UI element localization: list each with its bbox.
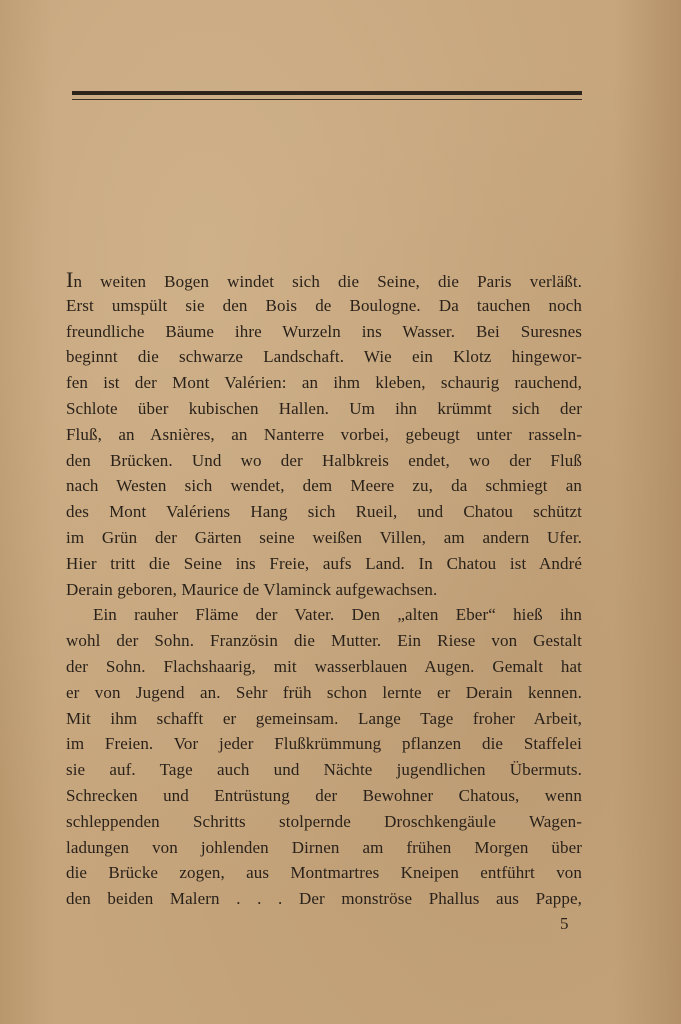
text-line: Fluß, an Asnières, an Nanterre vorbei, gebeugt unter rasseln- [66, 424, 582, 444]
header-rule-thick [72, 91, 582, 95]
text-line: des Mont Valériens Hang sich Rueil, und Chatou schützt [66, 502, 582, 522]
text-line: ladungen von johlenden Dirnen am frühen Morgen über [66, 837, 582, 857]
text-line: den beiden Malern . . . Der monströse Phallus aus Pappe, [66, 889, 582, 909]
text-line: Ein rauher Fläme der Vater. Den „alten Eber“ hieß ihn [93, 605, 582, 625]
header-rule-thin [72, 99, 582, 100]
text-line: wohl der Sohn. Französin die Mutter. Ein Riese von Gestalt [66, 631, 582, 651]
first-line-rest: n weiten Bogen windet sich die Seine, die Paris verläßt. [73, 272, 582, 291]
text-line: beginnt die schwarze Landschaft. Wie ein Klotz hingewor- [66, 347, 582, 367]
body-text [66, 267, 582, 912]
text-line: im Freien. Vor jeder Flußkrümmung pflanzen die Staffelei [66, 734, 582, 754]
text-line: schleppenden Schritts stolpernde Droschkengäule Wagen- [66, 811, 582, 831]
text-line: er von Jugend an. Sehr früh schon lernte er Derain kennen. [66, 682, 582, 702]
text-line: nach Westen sich wendet, dem Meere zu, da schmiegt an [66, 476, 582, 496]
text-line: sie auf. Tage auch und Nächte jugendlichen Übermuts. [66, 760, 582, 780]
text-line: fen ist der Mont Valérien: an ihm kleben, schaurig rauchend, [66, 373, 582, 393]
text-line: Mit ihm schafft er gemeinsam. Lange Tage froher Arbeit, [66, 708, 582, 728]
text-line: der Sohn. Flachshaarig, mit wasserblauen Augen. Gemalt hat [66, 656, 582, 676]
text-line: freundliche Bäume ihre Wurzeln ins Wasser. Bei Suresnes [66, 321, 582, 341]
initial-letter: I [66, 267, 74, 292]
page-number: 5 [560, 914, 569, 933]
text-line: im Grün der Gärten seine weißen Villen, am andern Ufer. [66, 527, 582, 547]
text-line: Hier tritt die Seine ins Freie, aufs Land. In Chatou ist André [66, 553, 582, 573]
text-line: Erst umspült sie den Bois de Boulogne. Da tauchen noch [66, 295, 582, 315]
text-line: den Brücken. Und wo der Halbkreis endet, wo der Fluß [66, 450, 582, 470]
text-line: die Brücke zogen, aus Montmartres Kneipen entführt von [66, 863, 582, 883]
text-line: Derain geboren, Maurice de Vlaminck aufgewachsen. [66, 579, 438, 599]
text-line: Schlote über kubischen Hallen. Um ihn krümmt sich der [66, 398, 582, 418]
text-line [66, 267, 582, 293]
text-line: Schrecken und Entrüstung der Bewohner Chatous, wenn [66, 785, 582, 805]
